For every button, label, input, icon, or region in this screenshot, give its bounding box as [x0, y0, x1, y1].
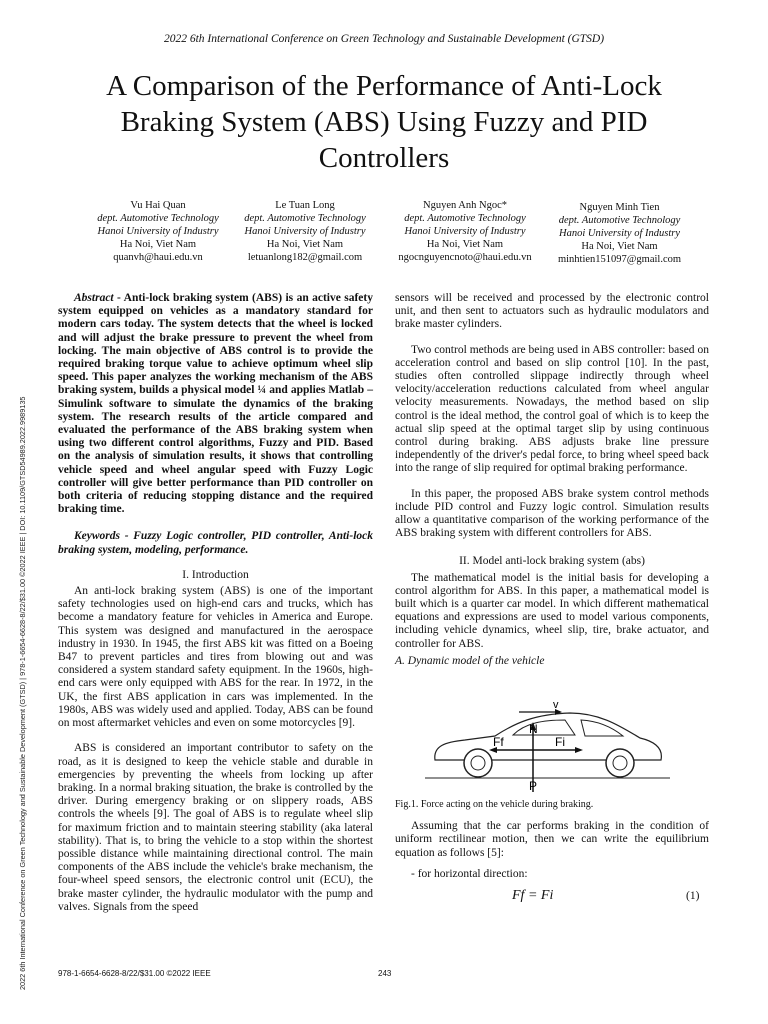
- author-email: quanvh@haui.edu.vn: [113, 252, 203, 263]
- car-window: [581, 720, 623, 736]
- label-n: N: [529, 722, 538, 736]
- section-heading-introduction: I. Introduction: [182, 568, 249, 581]
- label-p: P: [529, 779, 538, 792]
- keywords: Keywords - Fuzzy Logic controller, PID controller, Anti-lock braking system, modeling, performance.: [58, 530, 373, 556]
- subsection-heading: A. Dynamic model of the vehicle: [395, 654, 545, 667]
- author-dept: dept. Automotive Technology: [404, 213, 526, 224]
- paper-title: A Comparison of the Performance of Anti-Lock Braking System (ABS) Using Fuzzy and PID Controllers: [106, 70, 662, 174]
- author-city: Ha Noi, Viet Nam: [119, 239, 197, 250]
- paragraph: Assuming that the car performs braking in the condition of uniform rectilinear motion, then we can write the equilibrium equation as follows [5]:: [395, 820, 709, 859]
- author-dept: dept. Automotive Technology: [97, 213, 219, 224]
- paragraph: An anti-lock braking system (ABS) is one of the important safety technologies used on high-end cars and trucks, which has become a mandatory feature for vehicles in America and Europe. This system was designed and manufactured in the aerospace industry in 1930. In 1945, the first ABS kit was fitted on a Boeing B47 to prevent particles and tires from blowing out and was considered a system standard safety equipment. In the 1960s, high-end cars were only equipped with ABS for the rear. In 1972, in the UK, the first ABS application in cars was implemented. In the 1980s, ABS was widely used and applied. Today, ABS can be found on most aftermarket vehicles and even on some motorcycles [9].: [58, 585, 373, 730]
- author-dept: dept. Automotive Technology: [558, 215, 681, 226]
- author-org: Hanoi University of Industry: [244, 226, 366, 237]
- abstract-text: - Anti-lock braking system (ABS) is an active safety system equipped on vehicles as a mandatory standard for modern cars today. The system detects that the wheel is locked and will adjust the brake pressure to prevent the wheel from locking. The main objective of ABS control is to provide the required braking torque value to achieve optimum wheel slip speed. This paper analyzes the working mechanism of the ABS braking system, builds a physical model ¼ and applies Matlab – Simulink software to simulate the dynamics of the braking system. The research results of the article compared and evaluated the performance of the ABS braking system when using two different control algorithms, Fuzzy and PID. Based on the analysis of simulation results, it shows that controlling vehicle speed and wheel angular speed with Fuzzy Logic controller will give better performance than PID controller on both criteria of reducing stopping distance and the required braking time.: [58, 292, 373, 516]
- abstract-label: Abstract: [74, 292, 114, 304]
- paragraph: In this paper, the proposed ABS brake system control methods include PID control and Fuzzy logic control. Simulation results allow a quantitative comparison of the working performance of the ABS braking system with different controllers for ABS.: [395, 487, 709, 540]
- author-org: Hanoi University of Industry: [97, 226, 219, 237]
- equation-number: (1): [686, 890, 700, 902]
- page-number: 243: [378, 969, 392, 978]
- label-v: v: [553, 699, 559, 711]
- author-city: Ha Noi, Viet Nam: [266, 239, 344, 250]
- label-ff: Ff: [493, 735, 504, 749]
- paragraph: sensors will be received and processed by the electronic control unit, and then sent to actuators such as hydraulic modulators and brake master cylinders.: [395, 292, 709, 331]
- author-name: Nguyen Anh Ngoc*: [423, 200, 507, 211]
- author-name: Vu Hai Quan: [130, 200, 186, 211]
- arrow-head: [575, 747, 583, 753]
- author-city: Ha Noi, Viet Nam: [581, 241, 658, 252]
- conference-header: 2022 6th International Conference on Green Technology and Sustainable Development (GTSD): [163, 33, 605, 45]
- author-city: Ha Noi, Viet Nam: [426, 239, 504, 250]
- label-fi: Fi: [555, 735, 565, 749]
- left-column: [58, 292, 373, 914]
- paragraph: Two control methods are being used in ABS controller: based on acceleration control and based on slip control [10]. In the past, studies often controlled slippage indirectly through wheel velocity/acceleration reductions calculated from wheel angular velocity measurements. Nowadays, the method based on slip control is the ideal method, the control goal of which is to keep the actual slip speed at the optimal target slip by using continuous control during braking. ABS adjusts brake line pressure independently of the driver's pedal force, to bring wheel speed back into the range of slip required for optimal braking performance.: [395, 343, 709, 475]
- rear-wheel: [606, 749, 634, 777]
- right-column-lower: [395, 798, 709, 881]
- side-note-text: 2022 6th International Conference on Green Technology and Sustainable Development (GTSD) | 978-1-6654-6628-8/22/$31.00 ©2022 IEEE | DOI: 10.1109/GTSD54989.2022.9989135: [18, 396, 27, 990]
- footer-isbn: 978-1-6654-6628-8/22/$31.00 ©2022 IEEE: [58, 969, 211, 978]
- side-copyright-note: [8, 245, 28, 990]
- abstract: [58, 292, 373, 516]
- author-email: ngocnguyencnoto@haui.edu.vn: [398, 252, 532, 263]
- front-wheel: [464, 749, 492, 777]
- equation: Ff = Fi: [512, 888, 554, 903]
- right-column: [395, 292, 709, 668]
- author-email: letuanlong182@gmail.com: [247, 252, 363, 263]
- author-name: Nguyen Minh Tien: [579, 202, 660, 213]
- author-block: [370, 199, 560, 264]
- section-heading-model: II. Model anti-lock braking system (abs): [459, 555, 645, 568]
- author-email: minhtien151097@gmail.com: [557, 254, 682, 265]
- vehicle-force-figure: [425, 698, 670, 792]
- author-org: Hanoi University of Industry: [558, 228, 681, 239]
- author-name: Le Tuan Long: [275, 200, 335, 211]
- paragraph: The mathematical model is the initial basis for developing a control algorithm for ABS. In this paper, a mathematical model is built which is a quarter car model. In which different mathematical equations and expressions are used to model various components, including vehicle dynamics, wheel slip, tire, brake actuator, and controller for ABS.: [395, 571, 709, 650]
- author-block: [537, 201, 702, 266]
- author-dept: dept. Automotive Technology: [244, 213, 366, 224]
- horizontal-direction-label: - for horizontal direction:: [411, 867, 528, 880]
- figure-caption: Fig.1. Force acting on the vehicle during braking.: [395, 799, 594, 810]
- author-org: Hanoi University of Industry: [404, 226, 526, 237]
- paragraph: ABS is considered an important contributor to safety on the road, as it is designed to keep the vehicle stable and durable in emergencies by preventing the wheels from locking up after braking. In a normal braking situation, the brake is controlled by the driver. During emergency braking or on slippery roads, ABS controls the wheels [9]. The goal of ABS is to regulate wheel slip for maximum friction and to maintain steering stability (aka lateral stability). That is, to bring the vehicle to a stop within the shortest possible distance while maintaining directional control. The main components of the ABS include the vehicle's brake mechanism, the four-wheel speed sensors, the electronic control unit (ECU), the brake master cylinder, the hydraulic modulator with the pump and valves. Signals from the speed: [58, 742, 373, 913]
